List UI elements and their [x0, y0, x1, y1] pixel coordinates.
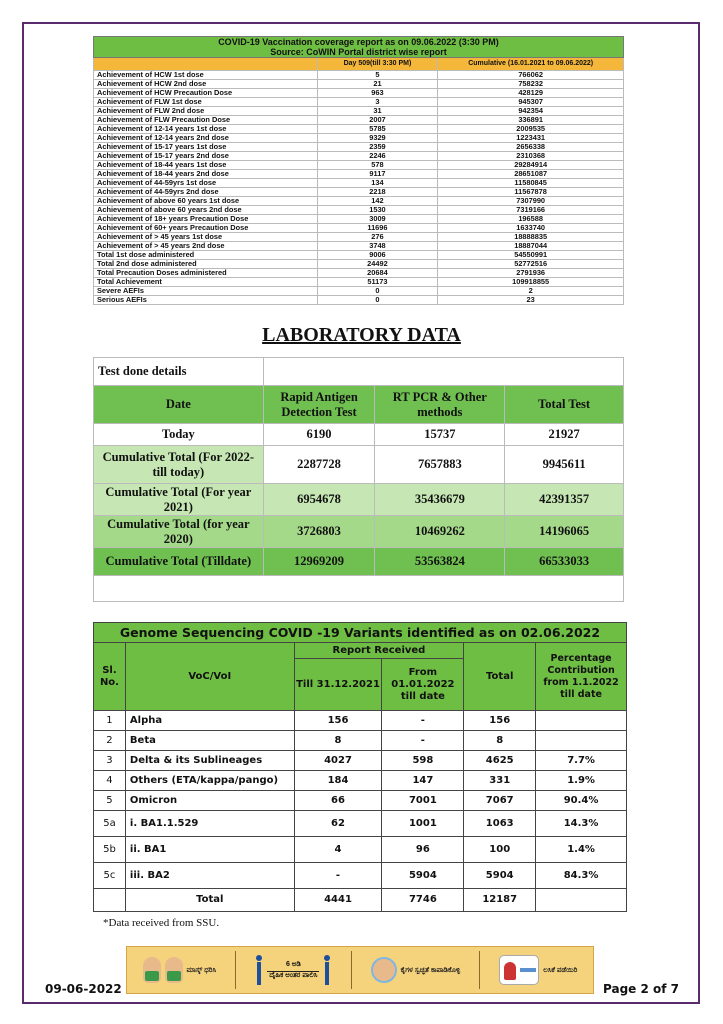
banner-vaccine-text: ಲಸಿಕೆ ಪಡೆಯಿರಿ	[543, 966, 578, 974]
vaccination-day-value: 9329	[317, 134, 438, 143]
vax-header-cumulative: Cumulative (16.01.2021 to 09.06.2022)	[438, 58, 624, 71]
genome-row	[94, 811, 627, 837]
vaccination-day-value: 20684	[317, 269, 438, 278]
vaccination-day-value: 9006	[317, 251, 438, 260]
genome-slno: 5	[94, 791, 126, 811]
genome-header-report: Report Received	[294, 643, 464, 659]
vaccination-day-value: 3009	[317, 215, 438, 224]
genome-till: -	[294, 863, 382, 889]
covid-appropriate-behaviour-banner	[126, 946, 594, 994]
laboratory-table	[93, 357, 624, 602]
vaccination-row	[94, 179, 624, 188]
vaccination-label: Achievement of above 60 years 2nd dose	[94, 206, 318, 215]
masked-face-icon	[143, 957, 161, 983]
genome-total: 1063	[464, 811, 536, 837]
genome-from: 5904	[382, 863, 464, 889]
vaccination-row	[94, 80, 624, 89]
vaccination-cumulative-value: 766062	[438, 71, 624, 80]
vaccination-cumulative-value: 18887044	[438, 242, 624, 251]
lab-row-label: Cumulative Total (For 2022- till today)	[94, 446, 264, 484]
vaccination-label: Total Precaution Doses administered	[94, 269, 318, 278]
laboratory-heading: LABORATORY DATA	[262, 324, 461, 346]
genome-till: 4027	[294, 751, 382, 771]
test-done-blank	[263, 358, 623, 386]
lab-cell: 66533033	[505, 548, 624, 576]
lab-cell: 15737	[375, 424, 505, 446]
footnote: *Data received from SSU.	[103, 917, 220, 929]
lab-header-rtpcr: RT PCR & Other methods	[375, 386, 505, 424]
vaccination-label: Achievement of 15-17 years 2nd dose	[94, 152, 318, 161]
vaccination-cumulative-value: 2	[438, 287, 624, 296]
vaccination-row	[94, 296, 624, 305]
vaccination-label: Severe AEFIs	[94, 287, 318, 296]
banner-vaccine	[499, 950, 577, 990]
vaccination-label: Achievement of 60+ years Precaution Dose	[94, 224, 318, 233]
vaccination-row	[94, 287, 624, 296]
vaccination-day-value: 578	[317, 161, 438, 170]
genome-from: 1001	[382, 811, 464, 837]
lab-cell: 10469262	[375, 516, 505, 548]
genome-total-label: Total	[125, 889, 294, 912]
genome-percentage: 90.4%	[536, 791, 627, 811]
vax-header-blank	[94, 58, 318, 71]
vaccination-label: Achievement of > 45 years 1st dose	[94, 233, 318, 242]
vaccination-row	[94, 71, 624, 80]
vaccination-cumulative-value: 11580845	[438, 179, 624, 188]
lab-header-total: Total Test	[505, 386, 624, 424]
vaccination-row	[94, 98, 624, 107]
vaccination-label: Achievement of 44-59yrs 2nd dose	[94, 188, 318, 197]
vaccination-row	[94, 224, 624, 233]
genome-title: Genome Sequencing COVID -19 Variants identified as on 02.06.2022	[94, 623, 627, 643]
genome-total: 5904	[464, 863, 536, 889]
genome-from: 7001	[382, 791, 464, 811]
genome-header-slno: Sl. No.	[94, 643, 126, 711]
vaccination-cumulative-value: 109918855	[438, 278, 624, 287]
vaccination-cumulative-value: 2656338	[438, 143, 624, 152]
page-number: Page 2 of 7	[603, 982, 679, 996]
lab-blank-row	[94, 576, 624, 602]
vaccination-row	[94, 188, 624, 197]
genome-header-from: From 01.01.2022 till date	[382, 659, 464, 711]
genome-slno: 4	[94, 771, 126, 791]
distance-arrow-icon	[267, 961, 319, 980]
vaccination-row	[94, 251, 624, 260]
genome-total: 8	[464, 731, 536, 751]
genome-rows	[94, 711, 627, 889]
lab-row-label: Cumulative Total (for year 2020)	[94, 516, 264, 548]
vaccination-row	[94, 233, 624, 242]
vaccination-label: Achievement of HCW Precaution Dose	[94, 89, 318, 98]
lab-cell: 2287728	[263, 446, 375, 484]
genome-slno: 5c	[94, 863, 126, 889]
genome-total-blank	[94, 889, 126, 912]
genome-total: 4625	[464, 751, 536, 771]
genome-voc: ii. BA1	[125, 837, 294, 863]
banner-distance-text: ದೈಹಿಕ ಅಂತರ ಪಾಲಿಸಿ	[269, 971, 318, 979]
vaccination-row	[94, 260, 624, 269]
vaccination-row	[94, 170, 624, 179]
vaccination-row	[94, 107, 624, 116]
genome-header-percentage: Percentage Contribution from 1.1.2022 till date	[536, 643, 627, 711]
genome-from: -	[382, 731, 464, 751]
vaccination-label: Total 2nd dose administered	[94, 260, 318, 269]
vaccination-cumulative-value: 942354	[438, 107, 624, 116]
genome-till: 4	[294, 837, 382, 863]
vaccination-label: Achievement of FLW 2nd dose	[94, 107, 318, 116]
genome-slno: 1	[94, 711, 126, 731]
genome-percentage: 1.9%	[536, 771, 627, 791]
vaccination-day-value: 963	[317, 89, 438, 98]
genome-slno: 3	[94, 751, 126, 771]
vaccination-cumulative-value: 1633740	[438, 224, 624, 233]
genome-from: -	[382, 711, 464, 731]
banner-divider	[235, 951, 236, 989]
genome-total-pct-blank	[536, 889, 627, 912]
lab-cell: 6954678	[263, 484, 375, 516]
vaccination-day-value: 11696	[317, 224, 438, 233]
genome-header-voc: VoC/VoI	[125, 643, 294, 711]
vaccination-day-value: 51173	[317, 278, 438, 287]
vaccination-day-value: 0	[317, 296, 438, 305]
vaccination-rows	[94, 71, 624, 305]
vaccination-row	[94, 197, 624, 206]
vaccination-label: Achievement of 18-44 years 1st dose	[94, 161, 318, 170]
vaccination-cumulative-value: 2310368	[438, 152, 624, 161]
vaccination-label: Achievement of 15-17 years 1st dose	[94, 143, 318, 152]
vaccination-row	[94, 134, 624, 143]
genome-row	[94, 771, 627, 791]
vaccination-label: Achievement of 18-44 years 2nd dose	[94, 170, 318, 179]
vaccination-row	[94, 278, 624, 287]
lab-row-label: Cumulative Total (Tilldate)	[94, 548, 264, 576]
vaccination-label: Total Achievement	[94, 278, 318, 287]
vaccination-day-value: 24492	[317, 260, 438, 269]
genome-voc: Omicron	[125, 791, 294, 811]
vaccination-cumulative-value: 23	[438, 296, 624, 305]
banner-mask	[143, 950, 217, 990]
masked-face-icon	[165, 957, 183, 983]
genome-voc: iii. BA2	[125, 863, 294, 889]
vaccination-cumulative-value: 1223431	[438, 134, 624, 143]
vaccination-icon	[499, 955, 539, 985]
vaccination-cumulative-value: 52772516	[438, 260, 624, 269]
lab-cell: 53563824	[375, 548, 505, 576]
person-icon	[255, 955, 263, 985]
banner-distance	[255, 950, 331, 990]
vaccination-label: Achievement of HCW 1st dose	[94, 71, 318, 80]
genome-percentage: 7.7%	[536, 751, 627, 771]
lab-cell: 6190	[263, 424, 375, 446]
vaccination-cumulative-value: 18888835	[438, 233, 624, 242]
vaccination-row	[94, 242, 624, 251]
test-done-label: Test done details	[94, 358, 264, 386]
vax-header-day: Day 509(till 3:30 PM)	[317, 58, 438, 71]
vaccination-cumulative-value: 11567878	[438, 188, 624, 197]
vaccination-label: Achievement of FLW 1st dose	[94, 98, 318, 107]
vaccination-label: Achievement of 44-59yrs 1st dose	[94, 179, 318, 188]
banner-mask-text: ಮಾಸ್ಕ್ ಧರಿಸಿ	[186, 966, 217, 974]
lab-cell: 9945611	[505, 446, 624, 484]
genome-total: 7067	[464, 791, 536, 811]
genome-total-till: 4441	[294, 889, 382, 912]
vaccination-cumulative-value: 428129	[438, 89, 624, 98]
vaccination-day-value: 1530	[317, 206, 438, 215]
genome-row	[94, 837, 627, 863]
lab-cell: 21927	[505, 424, 624, 446]
genome-row	[94, 731, 627, 751]
genome-percentage	[536, 731, 627, 751]
vaccination-row	[94, 269, 624, 278]
genome-row	[94, 791, 627, 811]
genome-voc: Alpha	[125, 711, 294, 731]
vaccination-label: Achievement of > 45 years 2nd dose	[94, 242, 318, 251]
vaccination-label: Achievement of 18+ years Precaution Dose	[94, 215, 318, 224]
vaccination-day-value: 21	[317, 80, 438, 89]
vaccination-cumulative-value: 54550991	[438, 251, 624, 260]
lab-cell: 42391357	[505, 484, 624, 516]
vaccination-day-value: 3748	[317, 242, 438, 251]
lab-cell: 14196065	[505, 516, 624, 548]
genome-till: 62	[294, 811, 382, 837]
lab-row-label: Cumulative Total (For year 2021)	[94, 484, 264, 516]
genome-till: 66	[294, 791, 382, 811]
banner-divider	[479, 951, 480, 989]
vaccination-label: Achievement of 12-14 years 1st dose	[94, 125, 318, 134]
genome-slno: 2	[94, 731, 126, 751]
genome-from: 598	[382, 751, 464, 771]
vaccination-coverage-table	[93, 36, 624, 305]
banner-divider	[351, 951, 352, 989]
handwash-icon	[371, 957, 397, 983]
footer-date: 09-06-2022	[45, 982, 122, 996]
genome-total: 331	[464, 771, 536, 791]
genome-voc: Delta & its Sublineages	[125, 751, 294, 771]
vaccination-row	[94, 89, 624, 98]
genome-row	[94, 751, 627, 771]
vaccination-cumulative-value: 29284914	[438, 161, 624, 170]
genome-percentage	[536, 711, 627, 731]
genome-total: 156	[464, 711, 536, 731]
vaccination-day-value: 31	[317, 107, 438, 116]
genome-till: 184	[294, 771, 382, 791]
lab-cell: 12969209	[263, 548, 375, 576]
vaccination-cumulative-value: 196588	[438, 215, 624, 224]
vaccination-day-value: 2218	[317, 188, 438, 197]
vaccination-cumulative-value: 336891	[438, 116, 624, 125]
genome-slno: 5a	[94, 811, 126, 837]
banner-handwash-text: ಕೈಗಳ ಸ್ವಚ್ಛತೆ ಕಾಪಾಡಿಕೊಳ್ಳಿ	[400, 966, 461, 974]
genome-row	[94, 711, 627, 731]
vaccination-day-value: 2359	[317, 143, 438, 152]
vaccination-cumulative-value: 2791936	[438, 269, 624, 278]
banner-handwash	[371, 950, 461, 990]
genome-percentage: 84.3%	[536, 863, 627, 889]
vaccination-label: Total 1st dose administered	[94, 251, 318, 260]
lab-cell: 35436679	[375, 484, 505, 516]
genome-sequencing-table	[93, 622, 627, 912]
vaccination-day-value: 5	[317, 71, 438, 80]
genome-total: 100	[464, 837, 536, 863]
vaccination-cumulative-value: 758232	[438, 80, 624, 89]
vaccination-label: Achievement of HCW 2nd dose	[94, 80, 318, 89]
vaccination-day-value: 2007	[317, 116, 438, 125]
vaccination-cumulative-value: 7307990	[438, 197, 624, 206]
lab-cell: 3726803	[263, 516, 375, 548]
banner-distance-value: 6 ಅಡಿ	[285, 960, 301, 968]
genome-voc: i. BA1.1.529	[125, 811, 294, 837]
genome-total-total: 12187	[464, 889, 536, 912]
person-icon	[323, 955, 331, 985]
genome-header-total: Total	[464, 643, 536, 711]
genome-percentage: 1.4%	[536, 837, 627, 863]
genome-row	[94, 863, 627, 889]
vaccination-day-value: 0	[317, 287, 438, 296]
vaccination-day-value: 276	[317, 233, 438, 242]
vaccination-day-value: 134	[317, 179, 438, 188]
vaccination-cumulative-value: 7319166	[438, 206, 624, 215]
vaccination-label: Achievement of 12-14 years 2nd dose	[94, 134, 318, 143]
vaccination-row	[94, 152, 624, 161]
genome-percentage: 14.3%	[536, 811, 627, 837]
vaccination-cumulative-value: 2009535	[438, 125, 624, 134]
vaccination-row	[94, 215, 624, 224]
vaccination-row	[94, 125, 624, 134]
vaccination-day-value: 5785	[317, 125, 438, 134]
vaccination-row	[94, 116, 624, 125]
genome-from: 147	[382, 771, 464, 791]
vaccination-day-value: 3	[317, 98, 438, 107]
vaccination-label: Serious AEFIs	[94, 296, 318, 305]
genome-slno: 5b	[94, 837, 126, 863]
lab-header-date: Date	[94, 386, 264, 424]
genome-till: 8	[294, 731, 382, 751]
vaccination-day-value: 9117	[317, 170, 438, 179]
genome-total-from: 7746	[382, 889, 464, 912]
vaccination-row	[94, 143, 624, 152]
genome-from: 96	[382, 837, 464, 863]
lab-row-label: Today	[94, 424, 264, 446]
vaccination-label: Achievement of above 60 years 1st dose	[94, 197, 318, 206]
vaccination-day-value: 142	[317, 197, 438, 206]
vaccination-title: COVID-19 Vaccination coverage report as on 09.06.2022 (3:30 PM) Source: CoWIN Portal district wise report	[94, 37, 624, 58]
lab-header-rapid-antigen: Rapid Antigen Detection Test	[263, 386, 375, 424]
genome-till: 156	[294, 711, 382, 731]
genome-header-till: Till 31.12.2021	[294, 659, 382, 711]
vaccination-label: Achievement of FLW Precaution Dose	[94, 116, 318, 125]
vaccination-cumulative-value: 28651087	[438, 170, 624, 179]
lab-cell: 7657883	[375, 446, 505, 484]
genome-voc: Others (ETA/kappa/pango)	[125, 771, 294, 791]
vaccination-row	[94, 206, 624, 215]
genome-voc: Beta	[125, 731, 294, 751]
vaccination-day-value: 2246	[317, 152, 438, 161]
vaccination-cumulative-value: 945307	[438, 98, 624, 107]
vaccination-row	[94, 161, 624, 170]
